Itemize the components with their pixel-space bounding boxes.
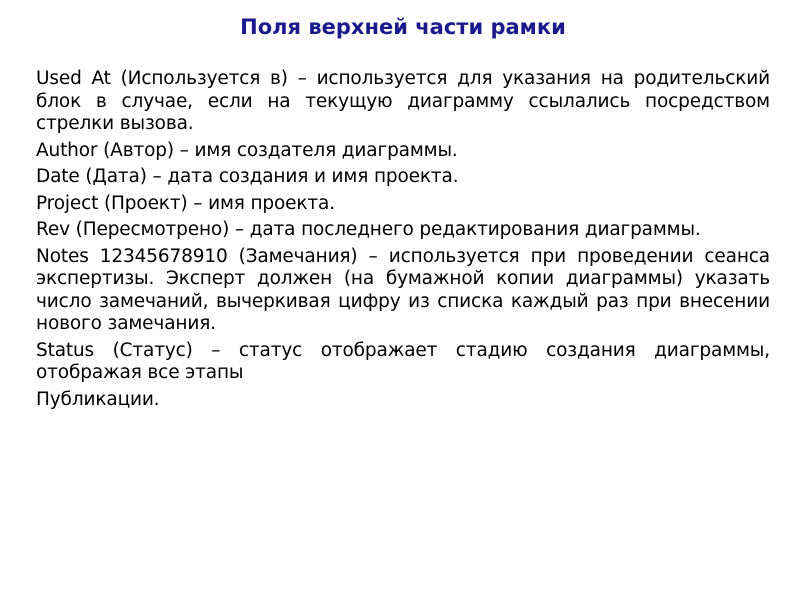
paragraph-rev: Rev (Пересмотрено) – дата последнего редактирования диаграммы. (36, 219, 701, 240)
paragraph-notes: Notes 12345678910 (Замечания) – используется при проведении сеанса экспертизы. Эксперт должен (на бумажной копии диаграммы) указать число замечаний, вычеркивая цифру из списка каждый раз при внесении нового замечания. (36, 245, 770, 334)
paragraph-author: Author (Автор) – имя создателя диаграммы. (36, 139, 458, 161)
paragraph-date: Date (Дата) – дата создания и имя проекта. (36, 166, 459, 187)
slide-body (36, 68, 770, 411)
slide-title: Поля верхней части рамки (240, 15, 566, 39)
paragraph-status: Status (Статус) – статус отображает стадию создания диаграммы, отображая все этапы (36, 339, 770, 383)
paragraph-used-at: Used At (Используется в) – используется для указания на родительский блок в случае, если на текущую диаграмму ссылались посредством стрелки вызова. (36, 68, 770, 134)
paragraph-project: Project (Проект) – имя проекта. (36, 192, 335, 214)
paragraph-publications: Публикации. (36, 388, 160, 410)
